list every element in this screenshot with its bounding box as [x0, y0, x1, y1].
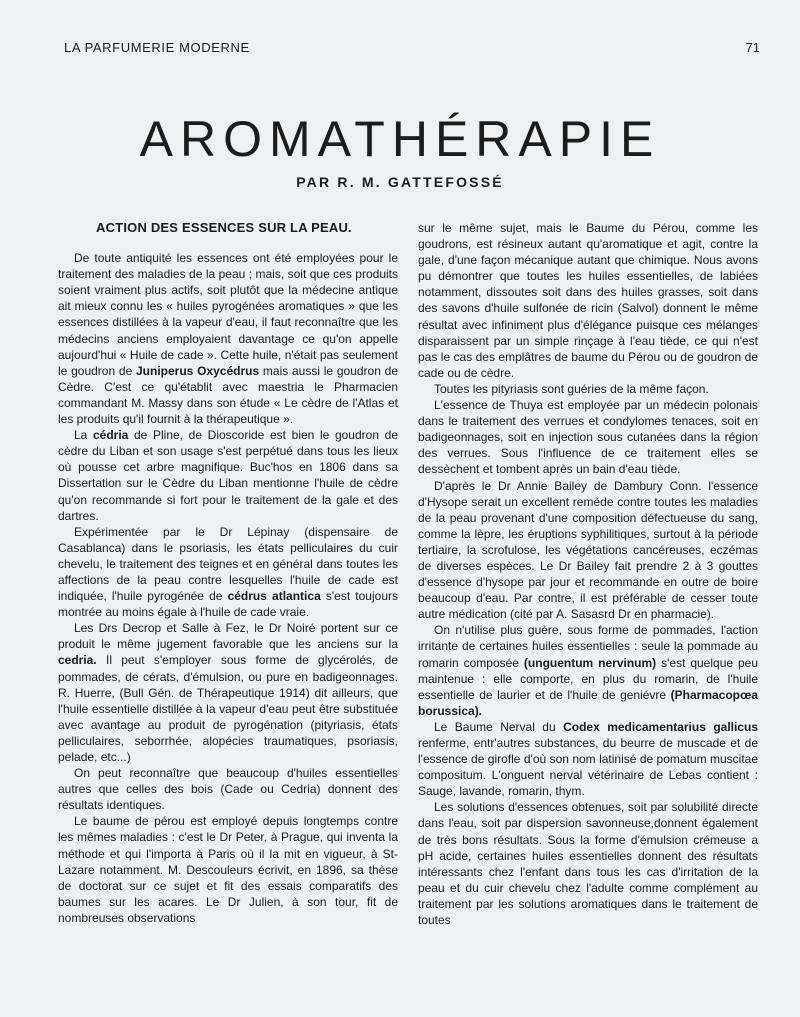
left-column — [58, 220, 398, 926]
article-byline: PAR R. M. GATTEFOSSÉ — [296, 174, 504, 190]
emphasis: Codex medicamentarius gallicus — [563, 719, 759, 734]
paragraph: sur le même sujet, mais le Baume du Pérou, comme les goudrons, est résineux autant qu'aromatique et agit, contre la gale, d'une façon mécanique autant que chimique. Nous avons pu démontrer que toutes les huiles essentielles, de labiées notamment, dissoutes soit dans des huiles grasses, soit dans des savons d'huile sulfonée de ricin (Salvol) donnent le même résultat avec infiniment plus d'élégance puisque ces mélanges disparaissent par un simple rinçage à l'eau tiède, ce qui n'est pas le cas des emplâtres de baume du Pérou ou de goudron de cade ou de cèdre. — [418, 221, 758, 380]
paragraph: Expérimentée par le Dr Lépinay (dispensaire de Casablanca) dans le psoriasis, les états pelliculaires du cuir chevelu, le traitement des teignes et en général dans toutes les affections de la peau contre lesquelles l'huile de cade est indiquée, l'huile pyrogénée de cédrus atlantica s'est toujours montrée au moins égale à l'huile de cade vraie. — [58, 524, 398, 620]
paragraph: Les solutions d'essences obtenues, soit par solubilité directe dans l'eau, soit par dispersion savonneuse,donnent également de très bons résultats. Sous la forme d'émulsion crémeuse a pH acide, certaines huiles essentielles donnent des résultats intéressants chez l'enfant dans tous les cas d'irritation de la peau et du cuir chevelu chez l'adulte comme complément au traitement par les solutions aromatiques dans le traitement de toutes — [418, 800, 758, 928]
emphasis: cédria — [93, 428, 129, 443]
article-title: AROMATHÉRAPIE — [139, 111, 661, 167]
emphasis: (unguentum nervinum) — [523, 655, 657, 670]
emphasis: cedria. — [58, 653, 97, 668]
page-number: 71 — [745, 40, 760, 55]
section-heading: ACTION DES ESSENCES SUR LA PEAU. — [96, 220, 352, 235]
paragraph: Le Baume Nerval du Codex medicamentarius gallicus renferme, entr'autres substances, du beurre de muscade et de l'essence de girofle d'où son nom latinisé de pomatum muscitae compositum. L'onguent nerval vétérinaire de Lebas contient : Sauge, lavande, romarin, thym. — [418, 719, 759, 799]
paragraph: On peut reconnaître que beaucoup d'huiles essentielles autres que celles des bois (Cade ou Cedria) donnent des résultats identiques. — [58, 766, 398, 813]
paragraph: Le baume de pérou est employé depuis longtemps contre les mêmes maladies : c'est le Dr Peter, à Prague, qui inventa la méthode et qui l'importa à Paris où il la mit en vigueur, à St-Lazare notamment. M. Descouleurs écrivit, en 1896, sa thèse de doctorat sur ce sujet et fit des essais comparatifs des baumes sur les acares. Le Dr Julien, à son tour, fit de nombreuses observations — [58, 814, 398, 925]
paragraph: La cédria de Pline, de Dioscoride est bien le goudron de cèdre du Liban et son usage s'est perpétué dans tous les lieux où pousse cet arbre magnifique. Buc'hos en 1806 dans sa Dissertation sur le Cèdre du Liban mentionne l'huile de cèdre qu'on recommande si fort pour le traitement de la gale et des dartres. — [58, 428, 398, 523]
running-header: LA PARFUMERIE MODERNE — [64, 40, 250, 55]
paragraph: D'après le Dr Annie Bailey de Dambury Conn. l'essence d'Hysope serait un excellent remède contre toutes les maladies de la peau provenant d'une composition défectueuse du sang, comme la lèpre, les éruptions syphilitiques, surtout à la période tertiaire, la scrofulose, les végétations cancéreuses, eczémas de diverses espèces. Le Dr Bailey fait prendre 2 à 3 gouttes d'essence d'hysope par jour et recommande en outre de boire beaucoup d'eau. Par contre, il est préférable de cesser toute autre médication (cité par A. Sasasrd Dr en pharmacie). — [418, 478, 758, 622]
paragraph: De toute antiquité les essences ont été employées pour le traitement des maladies de la peau ; mais, soit que ces produits soient vraiment plus actifs, soit plutôt que la médecine antique ait mieux connu les « huiles pyrogénées aromatiques » que les essences distillées à la vapeur d'eau, il faut reconnaître que les médecins anciens employaient davantage ce qu'on appelle aujourd'hui « Huile de cade ». Cette huile, n'était pas seulement le goudron de Juniperus Oxycédrus mais aussi le goudron de Cèdre. C'est ce qu'établit avec maestria le Pharmacien commandant M. Massy dans son étude « Le cèdre de l'Atlas et les produits qu'il fournit à la thérapeutique ». — [58, 251, 398, 427]
emphasis: cédrus atlantica — [227, 589, 321, 604]
emphasis: Juniperus Oxycédrus — [136, 363, 260, 378]
paragraph: On n'utilise plus guère, sous forme de pommades, l'action irritante de certaines huiles essentielles : seule la pommade au romarin composée (unguentum nervinum) s'est quelque peu maintenue : elle comporte, en plus du romarin, de l'huile essentielle de laurier et de l'huile de geniévre (Pharmacopœa borussica). — [418, 623, 758, 718]
paragraph: L'essence de Thuya est employée par un médecin polonais dans le traitement des verrues et condylomes tenaces, soit en badigeonnages, soit en injection sous cutanées dans la région des verrues. Sous l'influence de ce traitement elles se dessèchent et tombent après un bain d'eau tiède. — [418, 398, 758, 477]
paragraph: Toutes les pityriasis sont guéries de la même façon. — [434, 381, 709, 396]
emphasis: (Pharmacopœa borussica). — [418, 687, 758, 718]
paragraph: Les Drs Decrop et Salle à Fez, le Dr Noiré portent sur ce produit le même jugement favorable que les anciens sur la cedria. Il peut s'employer sous forme de glycérolés, de pommades, de cérats, d'émulsion, ou pure en badigeonnages. R. Huerre, (Bull Gén. de Thérapeutique 1914) dit ailleurs, que l'huile essentielle distillée à la vapeur d'eau peut être substituée avec avantage au produit de pyrogénation (pityriasis, états pelliculaires, seborrhée, alopécies traumatiques, psoriasis, pelade, etc...) — [58, 621, 398, 764]
right-column — [418, 220, 758, 928]
